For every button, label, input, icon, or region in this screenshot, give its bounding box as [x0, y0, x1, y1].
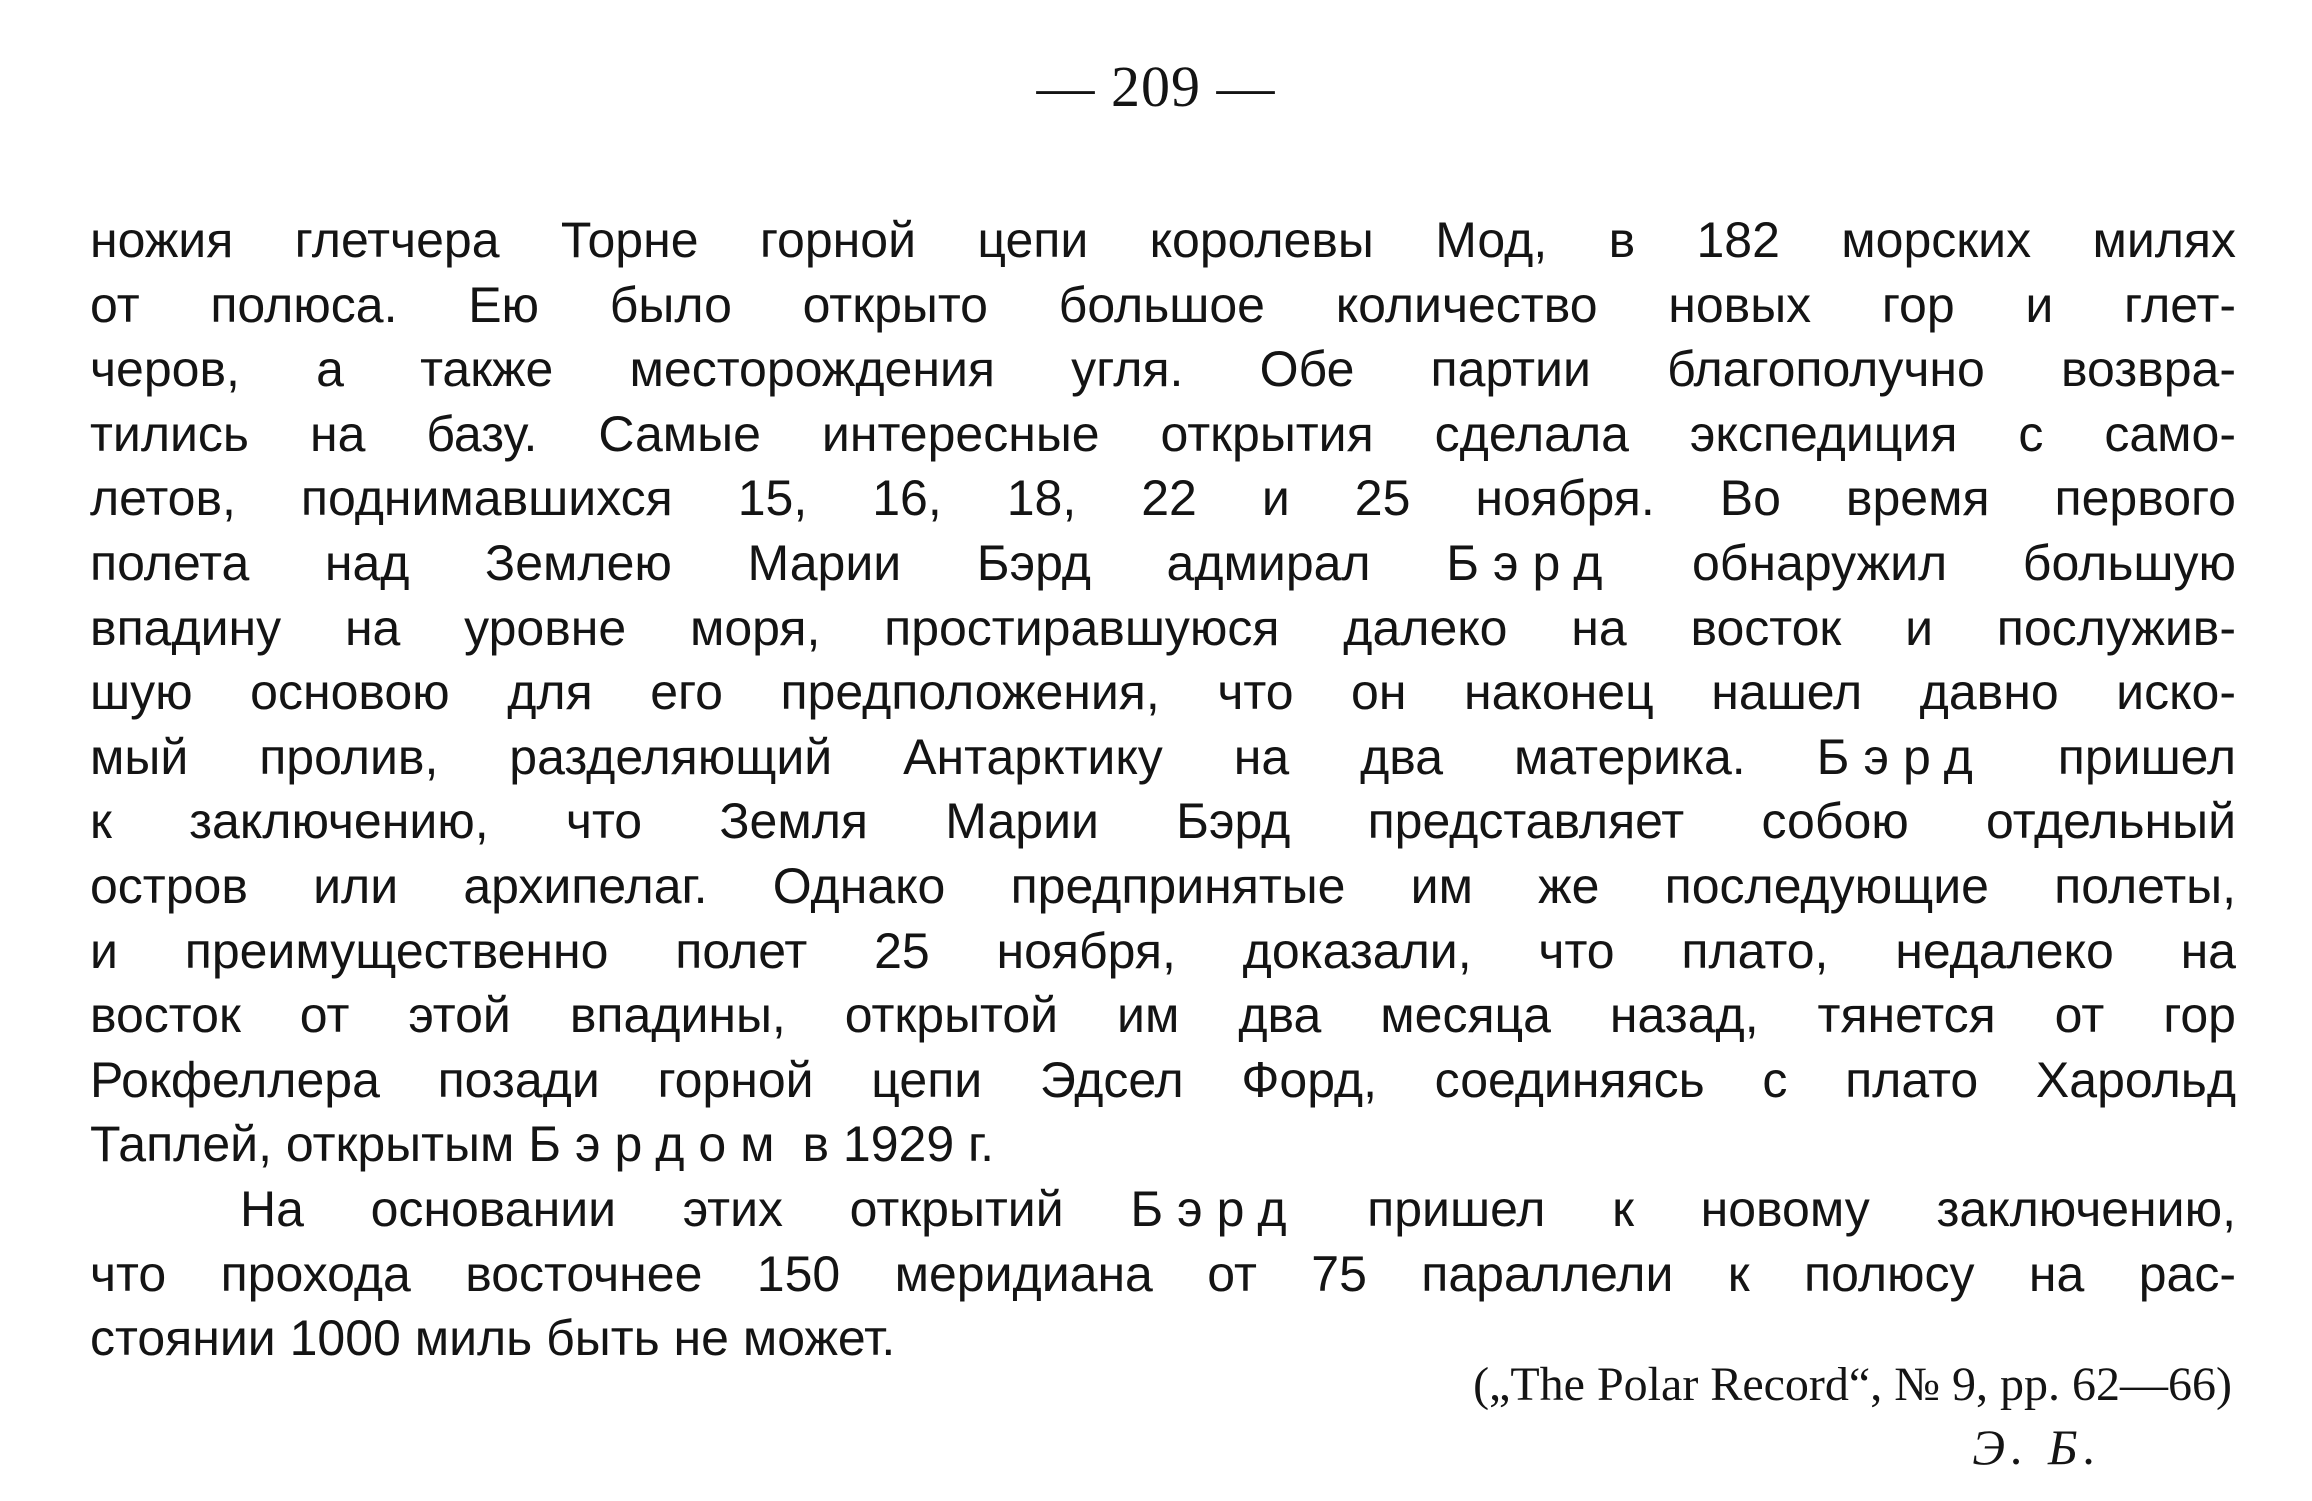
text-line: остров или архипелаг. Однако предпринятые им же последующие полеты, — [90, 857, 2236, 914]
text-line — [90, 531, 2236, 596]
text-line: к заключению, что Земля Марии Бэрд представляет собою отдельный — [90, 793, 2236, 850]
text-line: тились на базу. Самые интересные открытия сделала экспедиция с само- — [90, 405, 2236, 462]
text-line — [90, 1177, 2236, 1242]
text-line: стоянии 1000 миль быть не может. — [90, 1310, 896, 1367]
text-segment: в 1929 г. — [788, 1116, 995, 1173]
author-initials: Э. Б. — [1972, 1419, 2102, 1475]
name-spaced: Бэрдом — [528, 1116, 789, 1173]
text-line: впадину на уровне моря, простиравшуюся далеко на восток и послужив- — [90, 599, 2236, 656]
name-spaced: Бэрд — [1816, 728, 1987, 785]
text-line — [90, 725, 2236, 790]
paragraph-2 — [90, 1177, 2236, 1371]
text-line — [90, 1112, 2236, 1177]
text-line: ножия глетчера Торне горной цепи королевы Мод, в 182 морских милях — [90, 212, 2236, 268]
source-citation: („The Polar Record“, № 9, pp. 62—66) — [1473, 1358, 2232, 1411]
text-segment: обнаружил большую — [1616, 534, 2236, 591]
text-segment: пришел к новому заключению, — [1300, 1180, 2236, 1237]
text-segment: На основании этих открытий — [240, 1180, 1131, 1237]
text-segment: мый пролив, разделяющий Антарктику на два материка. — [90, 728, 1817, 785]
text-line: от полюса. Ею было открыто большое количество новых гор и глет- — [90, 276, 2236, 333]
text-line: черов, а также месторождения угля. Обе партии благополучно возвра- — [90, 341, 2236, 398]
text-line: Рокфеллера позади горной цепи Эдсел Форд, соединяясь с плато Харольд — [90, 1051, 2236, 1108]
text-line: летов, поднимавшихся 15, 16, 18, 22 и 25 ноября. Во время первого — [90, 470, 2236, 527]
text-segment: Таплей, открытым — [90, 1116, 529, 1173]
paragraph-1 — [90, 208, 2236, 1177]
name-spaced: Бэрд — [1130, 1180, 1301, 1237]
name-spaced: Бэрд — [1446, 534, 1617, 591]
text-line: шую основою для его предположения, что он наконец нашел давно иско- — [90, 664, 2236, 721]
text-segment: пришел — [1986, 728, 2237, 785]
text-segment: полета над Землею Марии Бэрд адмирал — [90, 534, 1447, 591]
article-text — [90, 208, 2236, 1371]
text-line: и преимущественно полет 25 ноября, доказали, что плато, недалеко на — [90, 922, 2236, 979]
text-line: что прохода восточнее 150 меридиана от 75 параллели к полюсу на рас- — [90, 1245, 2236, 1302]
text-line: восток от этой впадины, открытой им два месяца назад, тянется от гор — [90, 987, 2236, 1044]
page-number: — 209 — — [1036, 54, 1276, 119]
